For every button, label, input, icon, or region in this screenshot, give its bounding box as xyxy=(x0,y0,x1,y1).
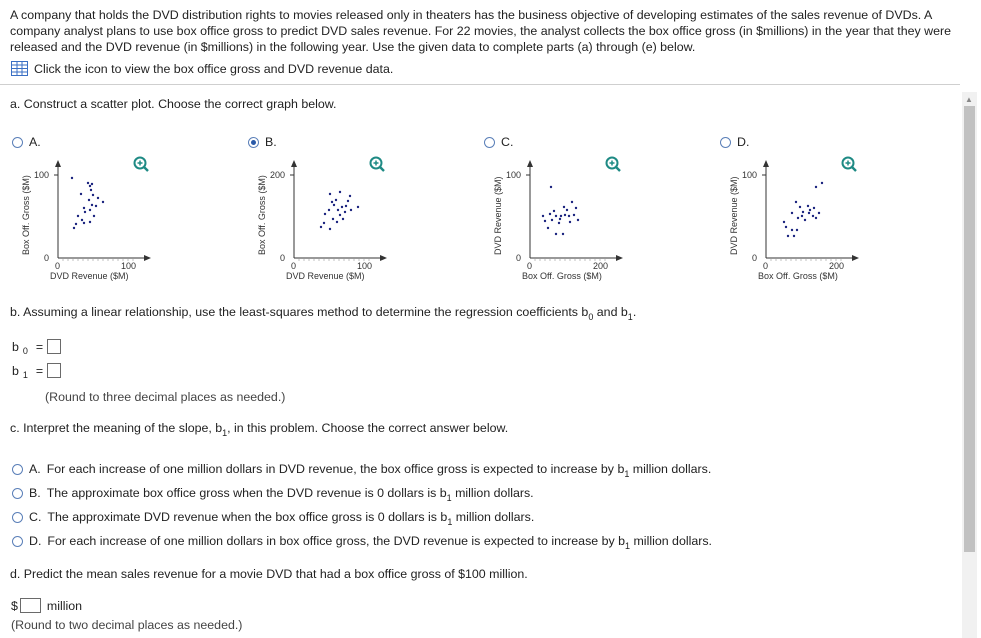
plot-c-points xyxy=(542,186,579,235)
radio-icon[interactable] xyxy=(248,137,259,148)
problem-statement: A company that holds the DVD distribution rights to movies released only in theaters has the business objective of developing estimates of the sales revenue of DVDs. A company analyst plans to use box office gross to predict DVD sales revenue. For 22 movies, the analyst collects the box office gross (in $millions) in the year that they were released and the DVD revenue (in $millions) in the following year. Use the given data to complete parts (a) through (e) below. xyxy=(10,8,952,54)
scatter-plot-d xyxy=(726,150,901,285)
prediction-row: $ million xyxy=(11,598,83,613)
prediction-input[interactable] xyxy=(20,598,41,613)
option-b[interactable]: B. xyxy=(248,135,277,149)
option-d[interactable]: D. xyxy=(720,135,749,149)
table-icon[interactable] xyxy=(11,61,28,76)
part-a-prompt: a. Construct a scatter plot. Choose the correct graph below. xyxy=(10,97,337,111)
scatter-plot-a xyxy=(18,150,193,285)
b0-equation: b 0 = xyxy=(12,339,61,354)
answer-c-c[interactable]: C. The approximate DVD revenue when the box office gross is 0 dollars is $b_1$ million dollars. xyxy=(12,510,534,524)
y-zero-label: 0 xyxy=(44,253,50,263)
x-axis-label: Box Off. Gross ($M) xyxy=(522,271,602,281)
b1-equation: b 1 = xyxy=(12,363,61,378)
zoom-in-icon[interactable] xyxy=(369,156,385,172)
option-a[interactable]: A. xyxy=(12,135,41,149)
radio-icon[interactable] xyxy=(12,536,23,547)
answer-c-a[interactable]: A. For each increase of one million dollars in DVD revenue, the box office gross is expected to increase by $b_1$ million dollars. xyxy=(12,462,711,476)
x-tick-label: 200 xyxy=(593,261,609,271)
scatter-plot-b xyxy=(254,150,429,285)
radio-icon[interactable] xyxy=(12,137,23,148)
b0-input[interactable] xyxy=(47,339,61,354)
round-three-note: (Round to three decimal places as needed.) xyxy=(45,390,286,404)
x-tick-label: 100 xyxy=(357,261,373,271)
option-c[interactable]: C. xyxy=(484,135,513,149)
y-axis-label: DVD Revenue ($M) xyxy=(729,176,739,255)
x-axis-label: DVD Revenue ($M) xyxy=(50,271,129,281)
zoom-in-icon[interactable] xyxy=(605,156,621,172)
x-zero-label: 0 xyxy=(291,261,297,271)
y-tick-label: 100 xyxy=(742,170,758,180)
radio-icon[interactable] xyxy=(12,512,23,523)
part-b-prompt: b. Assuming a linear relationship, use the least-squares method to determine the regression coefficients $b_0$ and $b_1$. xyxy=(10,305,637,322)
plot-d-points xyxy=(783,182,823,237)
x-zero-label: 0 xyxy=(55,261,61,271)
scrollbar-thumb[interactable] xyxy=(964,106,975,552)
radio-icon[interactable] xyxy=(720,137,731,148)
plot-a-points xyxy=(71,177,104,229)
divider xyxy=(0,84,960,85)
scroll-up-arrow-icon[interactable]: ▲ xyxy=(965,95,973,104)
y-zero-label: 0 xyxy=(752,253,758,263)
zoom-in-icon[interactable] xyxy=(841,156,857,172)
x-zero-label: 0 xyxy=(763,261,769,271)
y-axis-label: Box Off. Gross ($M) xyxy=(21,175,31,255)
round-two-note: (Round to two decimal places as needed.) xyxy=(11,618,243,632)
radio-icon[interactable] xyxy=(12,488,23,499)
b1-input[interactable] xyxy=(47,363,61,378)
x-tick-label: 200 xyxy=(829,261,845,271)
radio-icon[interactable] xyxy=(484,137,495,148)
data-link-text[interactable]: Click the icon to view the box office gross and DVD revenue data. xyxy=(34,61,394,76)
x-axis-label: Box Off. Gross ($M) xyxy=(758,271,838,281)
x-zero-label: 0 xyxy=(527,261,533,271)
x-axis-label: DVD Revenue ($M) xyxy=(286,271,365,281)
y-tick-label: 200 xyxy=(270,170,286,180)
part-c-prompt: c. Interpret the meaning of the slope, $b_1$, in this problem. Choose the correct answer below. xyxy=(10,421,509,438)
y-axis-label: DVD Revenue ($M) xyxy=(493,176,503,255)
x-tick-label: 100 xyxy=(121,261,137,271)
radio-icon[interactable] xyxy=(12,464,23,475)
y-tick-label: 100 xyxy=(506,170,522,180)
plot-b-points xyxy=(320,191,359,230)
data-table-link[interactable] xyxy=(11,61,393,76)
y-zero-label: 0 xyxy=(280,253,286,263)
scatter-plot-c xyxy=(490,150,665,285)
zoom-in-icon[interactable] xyxy=(133,156,149,172)
answer-c-d[interactable]: D. For each increase of one million dollars in box office gross, the DVD revenue is expected to increase by $b_1$ million dollars. xyxy=(12,534,712,548)
answer-c-b[interactable]: B. The approximate box office gross when the DVD revenue is 0 dollars is $b_1$ million dollars. xyxy=(12,486,534,500)
y-zero-label: 0 xyxy=(516,253,522,263)
y-tick-label: 100 xyxy=(34,170,50,180)
part-d-prompt: d. Predict the mean sales revenue for a movie DVD that had a box office gross of $100 million. xyxy=(10,567,528,581)
y-axis-label: Box Off. Gross ($M) xyxy=(257,175,267,255)
